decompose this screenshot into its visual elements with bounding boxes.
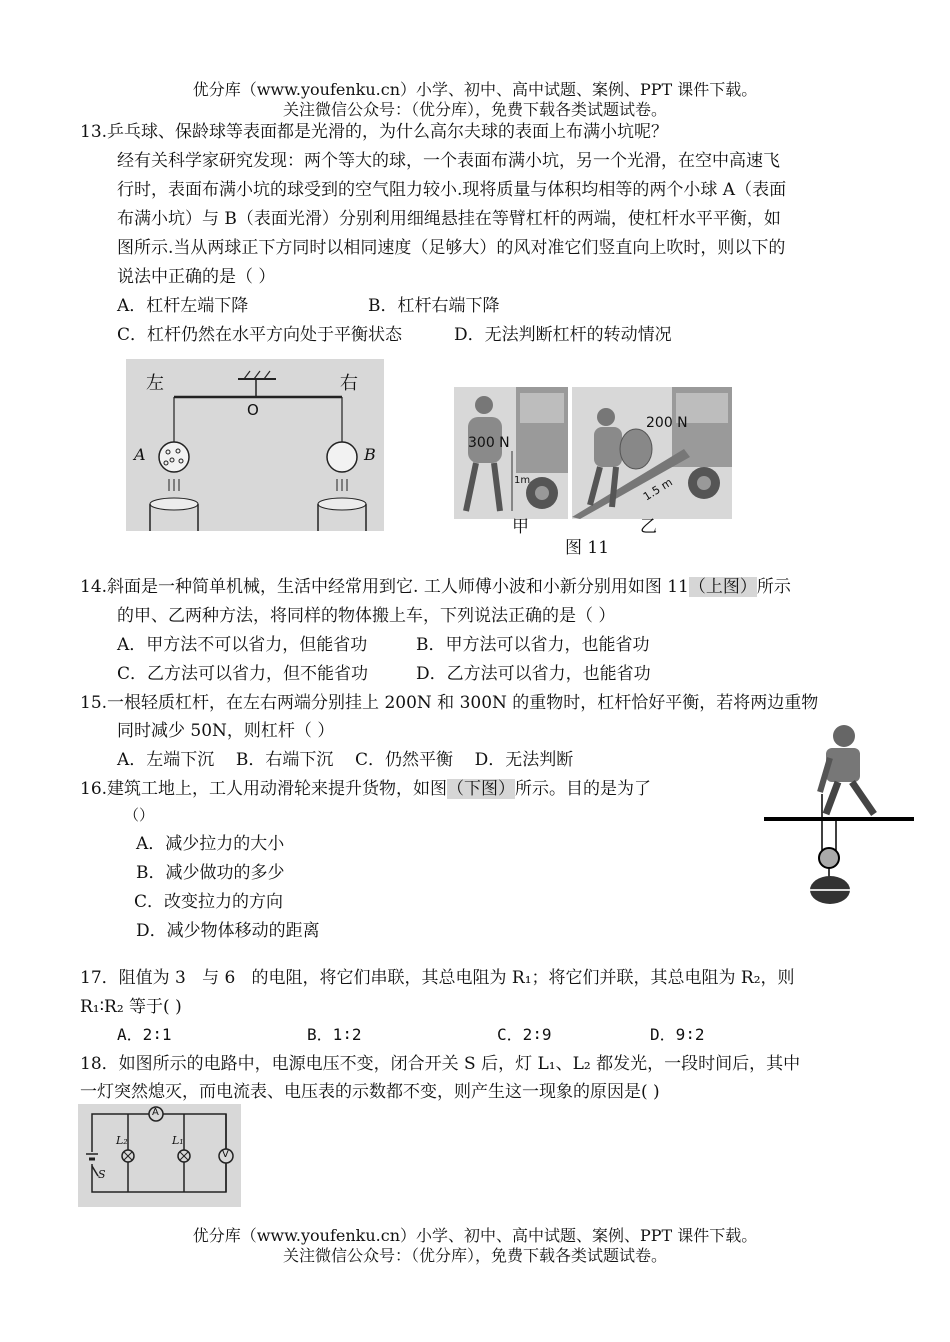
q16-stem-text-end: 所示。目的是为了 <box>515 779 652 799</box>
q17-option-a: A．2∶1 <box>117 1025 172 1044</box>
fig11-jia-photo <box>454 387 568 519</box>
circuit-diagram <box>78 1104 241 1207</box>
page-footer-line1: 优分库（www.youfenku.cn）小学、初中、高中试题、案例、PPT 课件下载。 <box>192 1226 758 1245</box>
q14-stem-highlight: （上图） <box>688 577 757 597</box>
fig11-yi-photo <box>572 387 732 519</box>
q16-option-b: B．减少做功的多少 <box>136 863 285 883</box>
fig11-jia-label: 甲 <box>512 517 529 537</box>
q16-stem-highlight: （下图） <box>447 779 516 799</box>
fig11-caption: 图 11 <box>565 538 610 558</box>
q16-stem <box>80 775 651 803</box>
q13-line: 行时，表面布满小坑的球受到的空气阻力较小.现将质量与体积均相等的两个小球 A（表面 <box>117 180 787 200</box>
ball-b-label: B <box>364 445 376 464</box>
q15-line2: 同时减少 50N，则杠杆（ ） <box>117 721 335 741</box>
q16-option-c: C．改变拉力的方向 <box>134 892 284 912</box>
q17-option-b: B．1∶2 <box>307 1025 362 1044</box>
fig11-height: 1m <box>514 475 531 486</box>
q13-line: 图所示.当从两球正下方同时以相同速度（足够大）的风对准它们竖直向上吹时，则以下的 <box>117 238 786 258</box>
circuit-figure <box>78 1104 241 1207</box>
q13-line: 经有关科学家研究发现：两个等大的球，一个表面布满小坑，另一个光滑，在空中高速飞 <box>117 151 780 171</box>
q17-option-c: C．2∶9 <box>497 1025 552 1044</box>
fig11-load-jia: 300 N <box>468 435 510 451</box>
q13-stem: 13.乒乓球、保龄球等表面都是光滑的，为什么高尔夫球的表面上布满小坑呢？ <box>80 122 669 142</box>
q17-line2: R₁∶R₂ 等于( ) <box>80 997 182 1017</box>
fig11-yi-label: 乙 <box>640 517 657 537</box>
lever-right-label: 右 <box>340 373 358 394</box>
q16-option-a: A．减少拉力的大小 <box>136 834 285 854</box>
q13-option-a: A．杠杆左端下降 <box>117 296 249 316</box>
q14-option-c: C．乙方法可以省力，但不能省功 <box>117 664 369 684</box>
q14-stem <box>80 573 791 601</box>
page-footer-line2: 关注微信公众号：（优分库），免费下载各类试题试卷。 <box>282 1246 667 1265</box>
q15-options: A．左端下沉 B．右端下沉 C．仍然平衡 D．无法判断 <box>117 750 574 770</box>
lever-figure <box>126 359 384 531</box>
q14-option-b: B．甲方法可以省力，也能省功 <box>416 635 650 655</box>
lamp-l1-label: L₁ <box>172 1134 184 1147</box>
q14-stem-text-end: 所示 <box>756 577 791 597</box>
switch-label: S <box>98 1168 106 1181</box>
voltmeter-label: V <box>222 1149 229 1160</box>
q14-line2: 的甲、乙两种方法，将同样的物体搬上车，下列说法正确的是（ ） <box>117 606 616 626</box>
q14-option-d: D．乙方法可以省力，也能省功 <box>416 664 651 684</box>
ball-a-label: A <box>134 445 146 464</box>
q15-stem: 15.一根轻质杠杆，在左右两端分别挂上 200N 和 300N 的重物时，杠杆恰好平衡，若将两边重物 <box>80 693 819 713</box>
fig11-slope: 1.5 m <box>640 475 675 504</box>
lever-left-label: 左 <box>146 373 164 394</box>
q17-stem: 17．阻值为 3 与 6 的电阻，将它们串联，其总电阻为 R₁；将它们并联，其总电阻为 R₂，则 <box>80 968 795 988</box>
q14-option-a: A．甲方法不可以省力，但能省功 <box>117 635 368 655</box>
q13-option-b: B．杠杆右端下降 <box>368 296 500 316</box>
page-header-line1: 优分库（www.youfenku.cn）小学、初中、高中试题、案例、PPT 课件下载。 <box>192 80 758 99</box>
q13-line: 布满小坑）与 B（表面光滑）分别利用细绳悬挂在等臂杠杆的两端，使杠杆水平平衡，如 <box>117 209 781 229</box>
q16-option-d: D．减少物体移动的距离 <box>136 921 320 941</box>
fig11-load-yi: 200 N <box>646 415 688 431</box>
page-header-line2: 关注微信公众号：（优分库），免费下载各类试题试卷。 <box>282 100 667 119</box>
q18-stem: 18．如图所示的电路中，电源电压不变，闭合开关 S 后，灯 L₁、L₂ 都发光，一段时间后，其中 <box>80 1054 801 1074</box>
worker-lifting-illustration <box>454 387 568 519</box>
q17-option-d: D．9∶2 <box>650 1025 705 1044</box>
lever-pivot-label: O <box>247 401 259 419</box>
q16-paren: （） <box>124 806 155 824</box>
q16-stem-text: 16.建筑工地上，工人用动滑轮来提升货物，如图 <box>80 779 448 799</box>
q13-line: 说法中正确的是（ ） <box>117 267 276 287</box>
q18-line2: 一灯突然熄灭，而电流表、电压表的示数都不变，则产生这一现象的原因是( ) <box>80 1082 660 1102</box>
q13-option-c: C．杠杆仍然在水平方向处于平衡状态 <box>117 325 403 345</box>
q14-stem-text: 14.斜面是一种简单机械，生活中经常用到它. 工人师傅小波和小新分别用如图 11 <box>80 577 689 597</box>
pulley-worker-figure <box>764 718 914 912</box>
q13-option-d: D．无法判断杠杆的转动情况 <box>454 325 672 345</box>
ammeter-label: A <box>152 1107 159 1118</box>
lamp-l2-label: L₂ <box>116 1134 128 1147</box>
